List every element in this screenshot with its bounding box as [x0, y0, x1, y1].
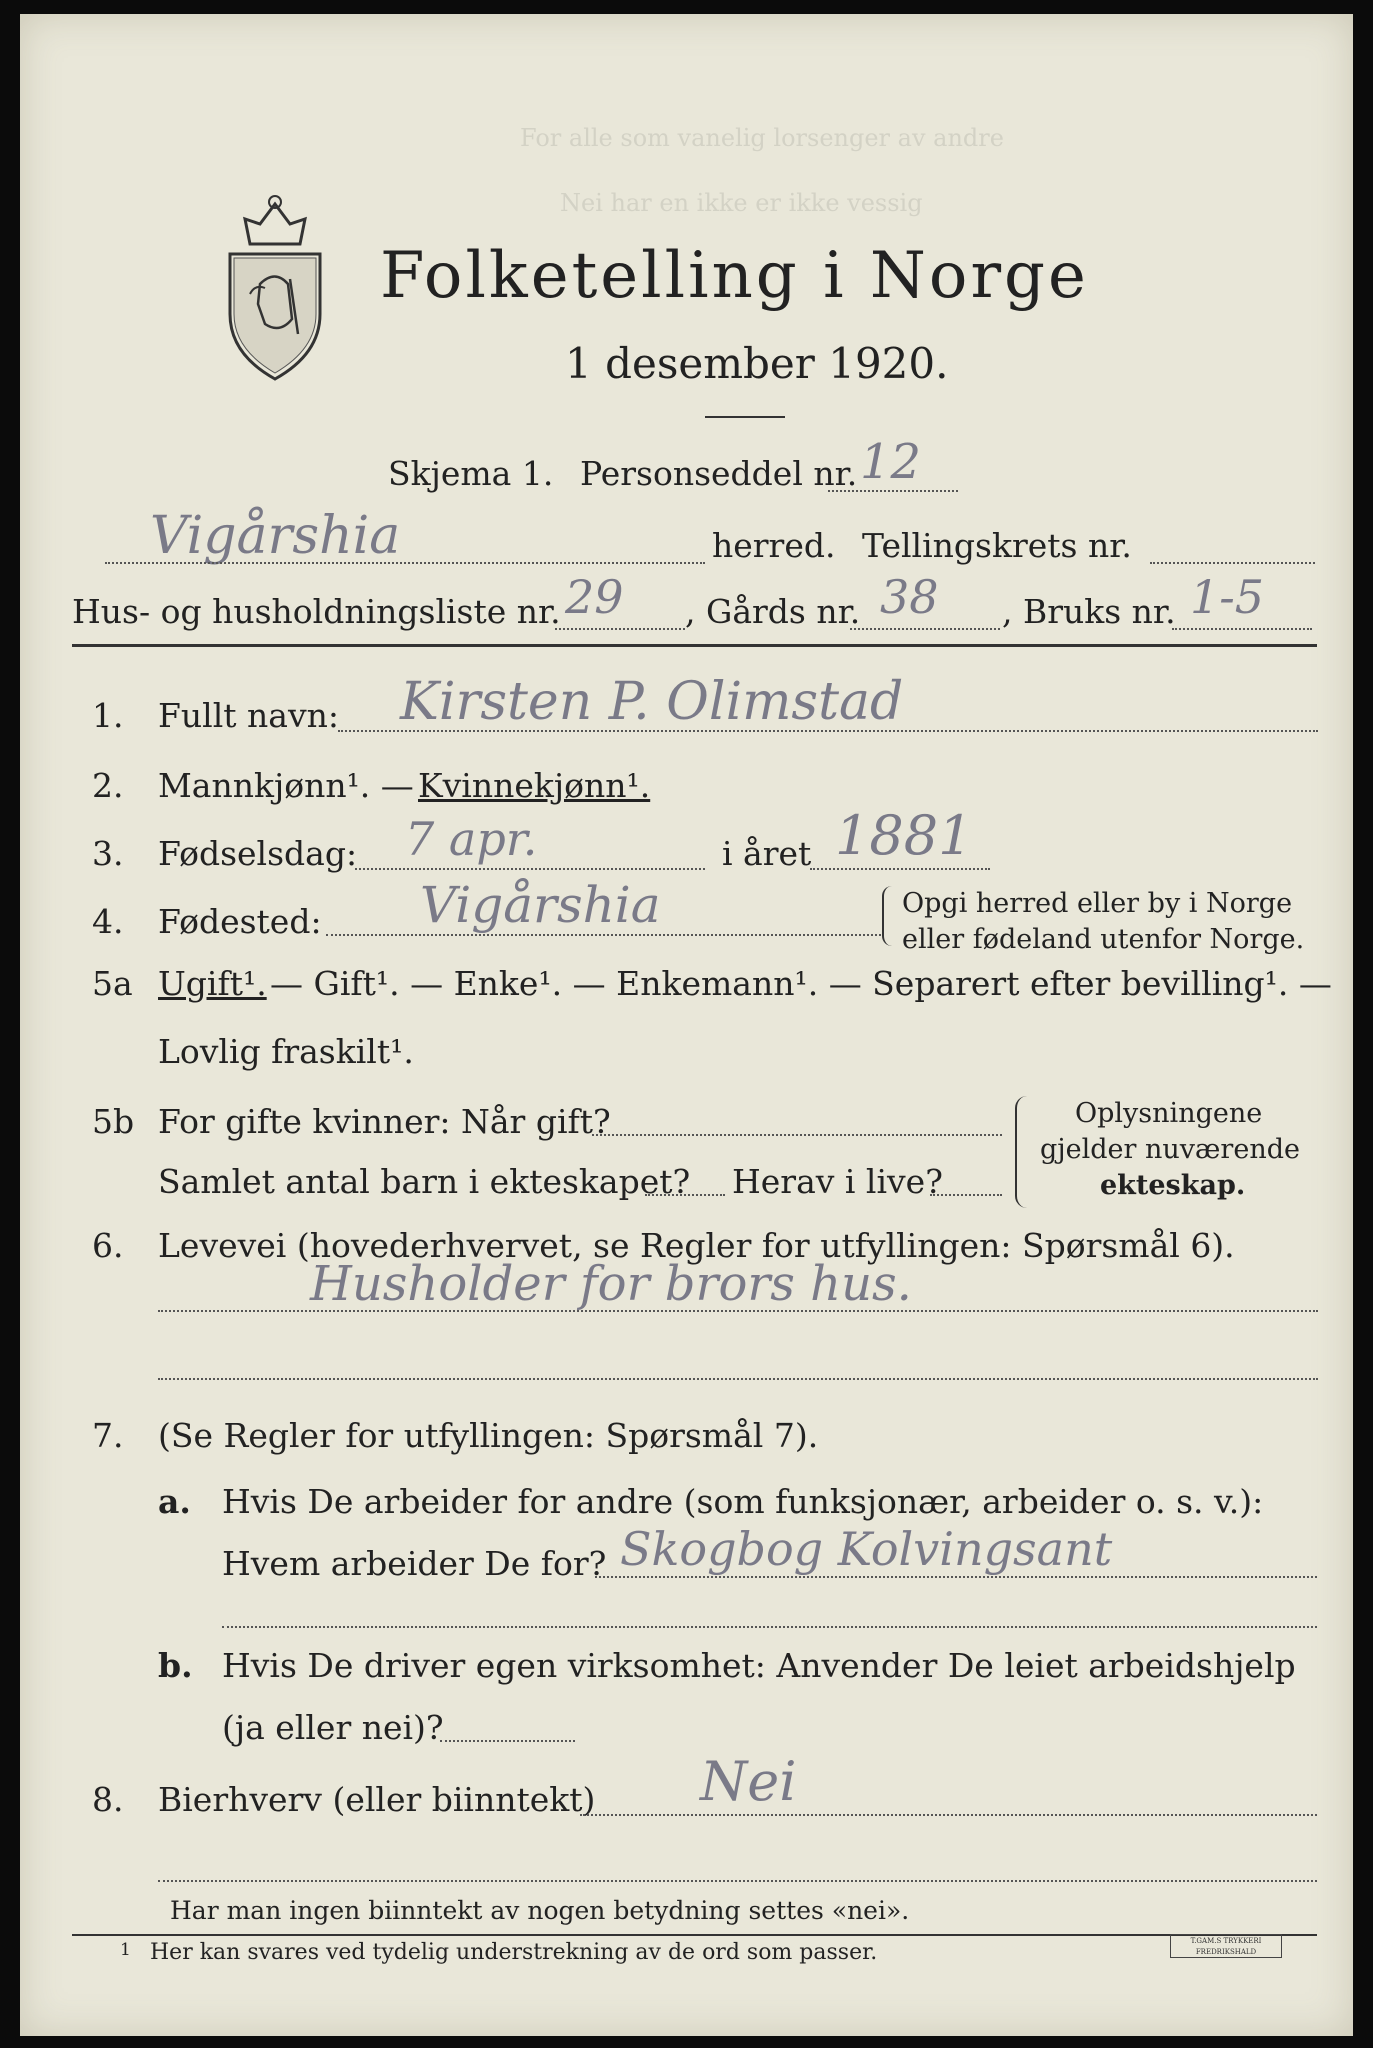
full-name-label: Fullt navn: — [158, 696, 339, 735]
birth-year-value: 1881 — [835, 804, 973, 867]
employer-label: Hvem arbeider De for? — [222, 1544, 607, 1583]
hus-field — [555, 628, 685, 630]
side-income-value: Nei — [700, 1750, 797, 1813]
side-income-field — [580, 1814, 1317, 1816]
question-number: 2. — [92, 766, 124, 805]
sex-female-option: Kvinnekjønn¹. — [418, 766, 651, 805]
full-name-value: Kirsten P. Olimstad — [400, 672, 904, 732]
side-income-label: Bierhverv (eller biinntekt) — [158, 1780, 596, 1819]
personseddel-label: Personseddel nr. — [580, 454, 858, 493]
children-total-field — [645, 1194, 725, 1196]
title-divider — [705, 416, 785, 418]
side-income-field-2 — [158, 1880, 1317, 1882]
birthdate-field — [355, 868, 705, 870]
birthplace-value: Vigårshia — [420, 876, 661, 934]
marital-divorced-option: Lovlig fraskilt¹. — [158, 1032, 414, 1071]
sex-male-option: Mannkjønn¹. — — [158, 766, 414, 805]
employer-value: Skogbog Kolvingsant — [620, 1522, 1113, 1576]
children-alive-label: Herav i live? — [732, 1162, 943, 1201]
marriage-note: ekteskap. — [1100, 1170, 1246, 1201]
note-bracket — [1015, 1096, 1033, 1208]
census-date: 1 desember 1920. — [565, 339, 949, 388]
personseddel-value: 12 — [860, 434, 922, 490]
tellingskrets-label: Tellingskrets nr. — [862, 526, 1132, 565]
occupation-label: Levevei (hovederhvervet, se Regler for utfyllingen: Spørsmål 6). — [158, 1226, 1235, 1265]
marriage-date-field — [592, 1134, 1002, 1136]
birthplace-note: eller fødeland utenfor Norge. — [902, 924, 1305, 955]
children-alive-field — [930, 1194, 1002, 1196]
gards-value: 38 — [880, 570, 939, 624]
question-number: 7. — [92, 1416, 124, 1455]
employment-label: (Se Regler for utfyllingen: Spørsmål 7). — [158, 1416, 819, 1455]
marriage-note: Oplysningene — [1075, 1098, 1263, 1129]
question-number: 6. — [92, 1226, 124, 1265]
footnote-mark: 1 — [120, 1940, 131, 1960]
employee-question: Hvis De arbeider for andre (som funksjonær, arbeider o. s. v.): — [222, 1482, 1264, 1521]
bruks-label: , Bruks nr. — [1002, 592, 1176, 631]
birthdate-label: Fødselsdag: — [158, 834, 358, 873]
birthplace-label: Fødested: — [158, 902, 322, 941]
birth-year-label: i året — [722, 834, 812, 873]
employer-field — [595, 1576, 1317, 1578]
question-number: 3. — [92, 834, 124, 873]
subquestion-letter: b. — [158, 1646, 193, 1685]
gards-field — [850, 628, 1000, 630]
children-total-label: Samlet antal barn i ekteskapet? — [158, 1162, 691, 1201]
marital-status-options: — Gift¹. — Enke¹. — Enkemann¹. — Separert efter bevilling¹. — — [270, 964, 1332, 1003]
marriage-note: gjelder nuværende — [1040, 1134, 1300, 1165]
birthplace-field — [326, 934, 881, 936]
employer-field-2 — [222, 1626, 1317, 1628]
bruks-value: 1-5 — [1190, 570, 1265, 624]
bruks-field — [1172, 628, 1312, 630]
question-number: 4. — [92, 902, 124, 941]
question-number: 5a — [92, 964, 133, 1003]
subquestion-letter: a. — [158, 1482, 191, 1521]
hus-label: Hus- og husholdningsliste nr. — [72, 592, 561, 631]
personseddel-field — [828, 490, 958, 492]
self-employed-question: Hvis De driver egen virksomhet: Anvender De leiet arbeidshjelp — [222, 1646, 1296, 1685]
herred-value: Vigårshia — [150, 506, 401, 566]
hired-help-field — [440, 1740, 575, 1742]
hired-help-label: (ja eller nei)? — [222, 1708, 444, 1747]
herred-field — [105, 562, 705, 564]
birthplace-note: Opgi herred eller by i Norge — [902, 888, 1293, 919]
marriage-date-label: For gifte kvinner: Når gift? — [158, 1102, 611, 1141]
printer-stamp: T.GAM.S TRYKKERI FREDRIKSHALD — [1170, 1934, 1282, 1958]
note-bracket — [882, 886, 898, 946]
census-form-page — [20, 14, 1353, 2036]
page-title: Folketelling i Norge — [380, 239, 1089, 313]
footnote-text: Her kan svares ved tydelig understrekning av de ord som passer. — [150, 1940, 878, 1965]
herred-label: herred. — [712, 526, 836, 565]
question-number: 1. — [92, 696, 124, 735]
occupation-value: Husholder for brors hus. — [310, 1256, 912, 1312]
tellingskrets-field — [1150, 562, 1315, 564]
birthdate-value: 7 apr. — [405, 812, 538, 866]
birth-year-field — [810, 868, 990, 870]
occupation-field — [158, 1310, 1318, 1312]
skjema-label: Skjema 1. — [388, 454, 554, 493]
norwegian-coat-of-arms-icon — [220, 184, 330, 384]
question-number: 8. — [92, 1780, 124, 1819]
gards-label: , Gårds nr. — [685, 592, 861, 631]
marital-ugift-option: Ugift¹. — [158, 964, 267, 1003]
header-divider — [72, 644, 1317, 647]
footer-note: Har man ingen biinntekt av nogen betydning settes «nei». — [170, 1896, 910, 1925]
footer-divider — [72, 1934, 1317, 1936]
hus-value: 29 — [565, 570, 624, 624]
bleed-through-text: For alle som vanelig lorsenger av andre — [520, 124, 1004, 152]
bleed-through-text: Nei har en ikke er ikke vessig — [560, 189, 923, 217]
occupation-field-2 — [158, 1378, 1318, 1380]
question-number: 5b — [92, 1102, 135, 1141]
